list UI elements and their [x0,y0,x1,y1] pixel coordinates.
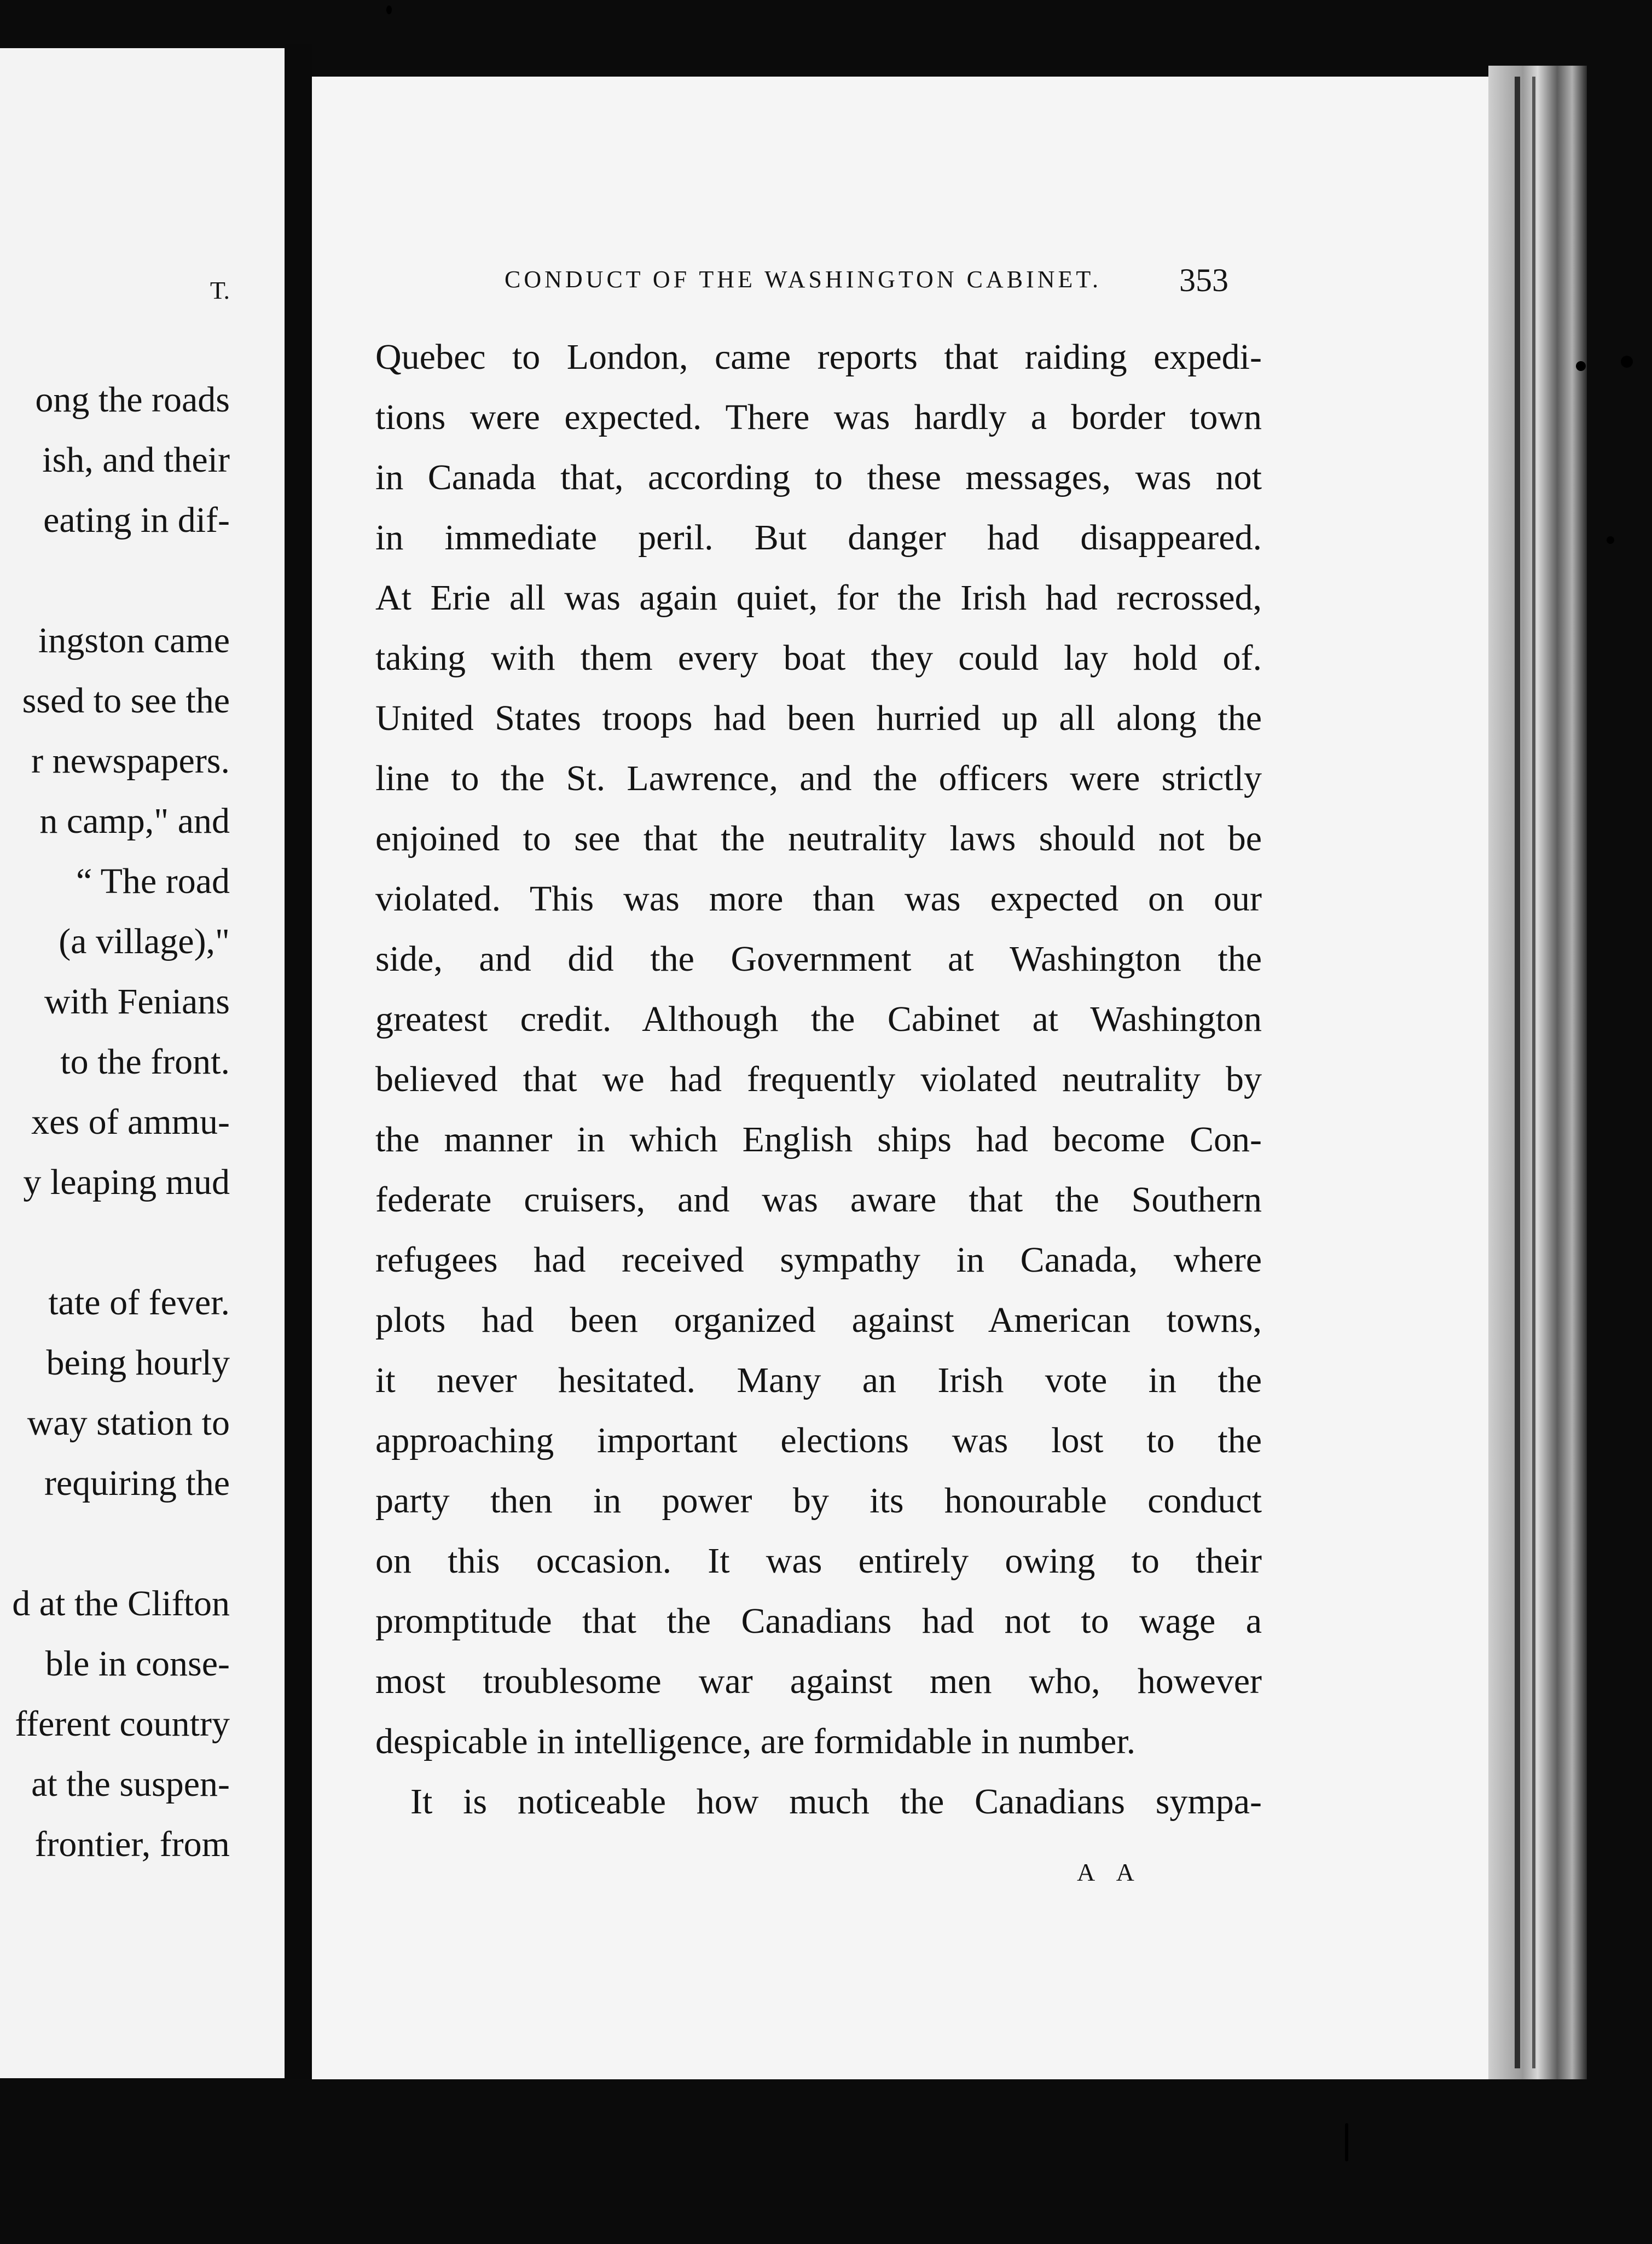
body-line: party then in power by its honourable conduct [375,1481,1262,1521]
left-page-line: (a village)," [59,921,230,961]
left-page-line: at the suspen- [31,1764,230,1804]
left-page-line: tate of fever. [48,1283,230,1323]
left-page-line: ssed to see the [22,681,230,721]
left-page-line: ish, and their [42,440,230,480]
body-line: approaching important elections was lost to the [375,1420,1262,1460]
left-page-line: n camp," and [39,801,230,841]
left-page-line: eating in dif- [43,500,230,540]
left-page-line: xes of ammu- [31,1102,230,1142]
signature-mark: A A [1077,1858,1143,1886]
body-line: despicable in intelligence, are formidable in number. [375,1721,1136,1761]
scan-speck [386,5,392,14]
body-line: it never hesitated. Many an Irish vote in the [375,1360,1262,1400]
page-edge-line [1532,77,1535,2068]
left-page-line: fferent country [15,1704,230,1744]
body-line: United States troops had been hurried up all along the [375,698,1262,738]
body-line: in Canada that, according to these messages, was not [375,457,1262,497]
left-page-line: ingston came [38,621,230,660]
body-line: line to the St. Lawrence, and the officers were strictly [375,758,1262,798]
body-line: violated. This was more than was expected on our [375,879,1262,919]
left-page-line: to the front. [60,1042,230,1082]
page-edge-line [1515,77,1520,2068]
book-gutter [285,44,312,2079]
body-line: federate cruisers, and was aware that the Southern [375,1180,1262,1220]
body-line: the manner in which English ships had become Con- [375,1120,1262,1159]
running-header: CONDUCT OF THE WASHINGTON CABINET. [505,266,1102,293]
scan-speck [1576,361,1586,371]
left-page-line: way station to [27,1403,230,1443]
left-page-fragment [0,48,288,2078]
body-line: refugees had received sympathy in Canada, where [375,1240,1262,1280]
body-line: believed that we had frequently violated neutrality by [375,1059,1262,1099]
body-line: on this occasion. It was entirely owing to their [375,1541,1262,1581]
scan-speck [1345,2123,1348,2161]
body-line: side, and did the Government at Washington the [375,939,1262,979]
left-page-line: y leaping mud [23,1162,230,1202]
body-line: promptitude that the Canadians had not to wage a [375,1601,1262,1641]
body-line-paragraph-start: It is noticeable how much the Canadians sympa- [410,1782,1262,1822]
body-line: in immediate peril. But danger had disappeared. [375,518,1262,558]
body-line: tions were expected. There was hardly a border town [375,397,1262,437]
left-page-line: d at the Clifton [12,1584,230,1623]
body-line: Quebec to London, came reports that raiding expedi- [375,337,1262,377]
body-line: taking with them every boat they could lay hold of. [375,638,1262,678]
left-page-line: ble in conse- [45,1644,230,1684]
left-page-line: with Fenians [44,982,230,1022]
body-line: plots had been organized against American towns, [375,1300,1262,1340]
page-number: 353 [1179,262,1228,298]
body-line: At Erie all was again quiet, for the Irish had recrossed, [375,578,1262,618]
body-line: most troublesome war against men who, however [375,1661,1262,1701]
left-page-line: r newspapers. [31,741,230,781]
scan-speck [1621,356,1633,368]
left-page-line: requiring the [44,1463,230,1503]
body-line: enjoined to see that the neutrality laws should not be [375,819,1262,859]
left-page-header-fragment: T. [210,276,230,304]
left-page-line: frontier, from [34,1824,230,1864]
left-page-line: being hourly [46,1343,230,1383]
body-line: greatest credit. Although the Cabinet at Washington [375,999,1262,1039]
scan-speck [1607,536,1614,544]
left-page-line: “ The road [76,861,230,901]
page-edge-shadow [1488,66,1587,2079]
left-page-line: ong the roads [35,380,230,420]
